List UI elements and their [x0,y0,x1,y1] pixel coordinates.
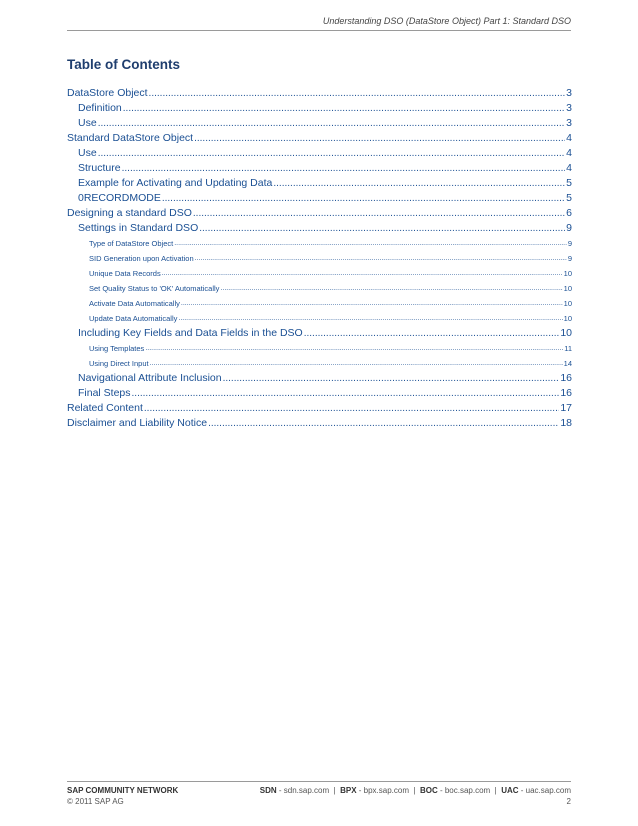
toc-title: Table of Contents [67,57,180,72]
toc-entry-set-quality-status[interactable]: Set Quality Status to 'OK' Automatically ..... 10 [67,281,572,296]
toc-entry-type-of-datastore-object[interactable]: Type of DataStore Object ..... 9 [67,236,572,251]
dot-leader [223,371,560,386]
running-header: Understanding DSO (DataStore Object) Part 1: Standard DSO [322,16,571,26]
dot-leader [122,161,566,176]
toc-entry-navigational-attribute[interactable]: Navigational Attribute Inclusion ..... 16 [67,371,572,386]
dot-leader [194,131,565,146]
toc-entry-unique-data-records[interactable]: Unique Data Records ..... 10 [67,266,572,281]
dot-leader [195,251,567,266]
dot-leader [150,356,563,371]
dot-leader [132,386,560,401]
table-of-contents [67,86,572,431]
toc-entry-definition[interactable]: Definition ..... 3 [67,101,572,116]
toc-entry-update-data-automatically[interactable]: Update Data Automatically ..... 10 [67,311,572,326]
dot-leader [304,326,560,341]
toc-entry-structure[interactable]: Structure ..... 4 [67,161,572,176]
toc-entry-designing-standard-dso[interactable]: Designing a standard DSO ..... 6 [67,206,572,221]
dot-leader [181,296,563,311]
toc-entry-final-steps[interactable]: Final Steps ..... 16 [67,386,572,401]
sdn-label: SDN [259,786,277,795]
toc-entry-use[interactable]: Use ..... 3 [67,116,572,131]
dot-leader [178,311,562,326]
page-footer [67,785,571,807]
toc-entry-using-direct-input[interactable]: Using Direct Input ..... 14 [67,356,572,371]
copyright: © 2011 SAP AG [67,797,124,806]
footer-links: SDN - sdn.sap.com | BPX - bpx.sap.com | BOC - boc.sap.com | UAC - uac.sap.com [259,786,571,795]
toc-entry-0recordmode[interactable]: 0RECORDMODE ..... 5 [67,191,572,206]
dot-leader [162,266,563,281]
dot-leader [149,86,566,101]
page-number: 2 [566,797,571,806]
bpx-link[interactable]: bpx.sap.com [363,786,409,795]
toc-entry-activate-data-automatically[interactable]: Activate Data Automatically ..... 10 [67,296,572,311]
boc-link[interactable]: boc.sap.com [444,786,491,795]
uac-label: UAC [501,786,519,795]
bpx-label: BPX [340,786,357,795]
boc-label: BOC [419,786,438,795]
dot-leader [220,281,562,296]
footer-brand: SAP COMMUNITY NETWORK [67,786,179,795]
sdn-link[interactable]: sdn.sap.com [283,786,330,795]
uac-link[interactable]: uac.sap.com [525,786,571,795]
dot-leader [98,146,565,161]
toc-entry-using-templates[interactable]: Using Templates ..... 11 [67,341,572,356]
toc-entry-related-content[interactable]: Related Content ..... 17 [67,401,572,416]
toc-entry-settings-standard-dso[interactable]: Settings in Standard DSO ..... 9 [67,221,572,236]
toc-entry-datastore-object[interactable]: DataStore Object ..... 3 [67,86,572,101]
dot-leader [98,116,565,131]
dot-leader [123,101,565,116]
dot-leader [193,206,565,221]
footer-divider [67,781,571,782]
header-divider [67,30,571,31]
dot-leader [273,176,565,191]
dot-leader [199,221,565,236]
dot-leader [174,236,567,251]
dot-leader [208,416,559,431]
toc-entry-standard-datastore-object[interactable]: Standard DataStore Object ..... 4 [67,131,572,146]
toc-entry-including-key-fields[interactable]: Including Key Fields and Data Fields in the DSO ..... 10 [67,326,572,341]
toc-entry-disclaimer[interactable]: Disclaimer and Liability Notice ..... 18 [67,416,572,431]
toc-entry-use-2[interactable]: Use ..... 4 [67,146,572,161]
toc-entry-sid-generation[interactable]: SID Generation upon Activation ..... 9 [67,251,572,266]
dot-leader [162,191,565,206]
dot-leader [144,401,559,416]
toc-entry-example-activating-updating[interactable]: Example for Activating and Updating Data ..... 5 [67,176,572,191]
dot-leader [145,341,563,356]
